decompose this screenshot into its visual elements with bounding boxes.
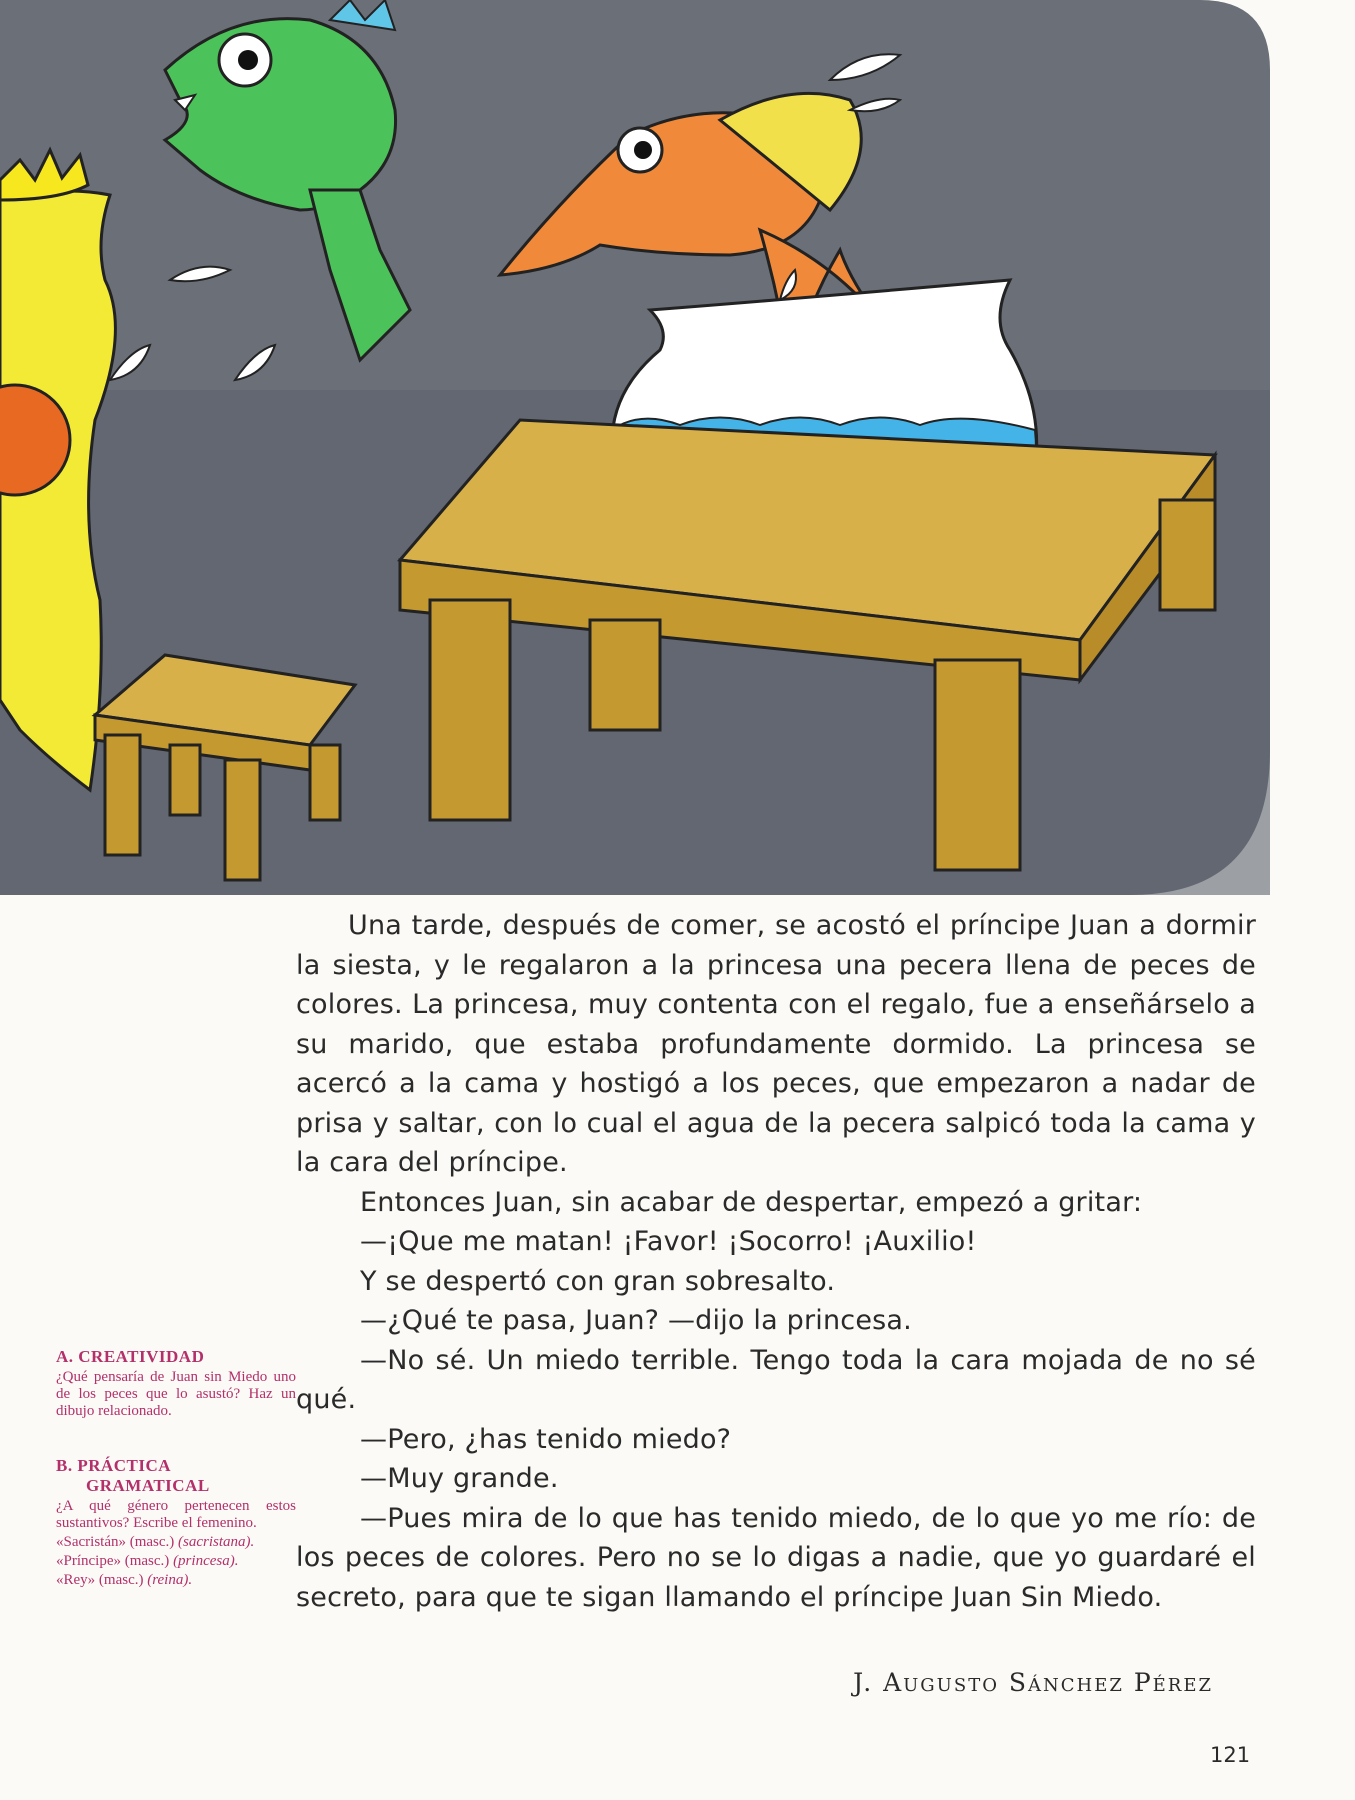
exercise-b-word: «Sacristán» (masc.) (56, 1534, 175, 1550)
page-number: 121 (1210, 1743, 1251, 1767)
story-paragraph: —Muy grande. (360, 1463, 559, 1494)
illustration (0, 0, 1275, 895)
exercise-b-text: ¿A qué género pertenecen estos sustantivos? Escribe el femenino. (56, 1498, 296, 1531)
story-paragraph: —No sé. Un miedo terrible. Tengo toda la cara mojada de no sé qué. (296, 1344, 1256, 1415)
story-text (296, 906, 1256, 1617)
exercise-b-word: «Príncipe» (masc.) (56, 1553, 170, 1569)
exercise-b-answer: (princesa). (173, 1553, 239, 1569)
story-paragraph: —¿Qué te pasa, Juan? —dijo la princesa. (360, 1305, 912, 1336)
exercise-b (56, 1456, 296, 1589)
exercise-b-item (56, 1572, 296, 1589)
exercise-b-item (56, 1553, 296, 1570)
exercise-b-word: «Rey» (masc.) (56, 1572, 144, 1588)
exercise-a-heading: A. CREATIVIDAD (56, 1347, 205, 1366)
story-paragraph: —Pero, ¿has tenido miedo? (360, 1423, 732, 1455)
exercise-b-heading-2: GRAMATICAL (86, 1476, 210, 1495)
exercise-b-answer: (reina). (147, 1572, 193, 1588)
story-paragraph: Entonces Juan, sin acabar de despertar, empezó a gritar: (360, 1186, 1143, 1218)
author-name: J. Augusto Sánchez Pérez (853, 1668, 1213, 1697)
story-paragraph: —Pues mira de lo que has tenido miedo, de lo que yo me río: de los peces de colores. Pero no se lo digas a nadie, que yo guardaré el secreto, para que te sigan llamando el príncipe Juan Sin Miedo. (296, 1502, 1256, 1613)
exercise-b-item (56, 1534, 296, 1551)
exercise-b-answer: (sacristana). (178, 1534, 255, 1550)
exercise-sidebar (56, 1347, 296, 1589)
exercise-b-heading: B. PRÁCTICA (56, 1456, 172, 1475)
exercise-a-text: ¿Qué pensaría de Juan sin Miedo uno de los peces que lo asustó? Haz un dibujo relacionado. (56, 1369, 296, 1419)
story-paragraph: —¡Que me matan! ¡Favor! ¡Socorro! ¡Auxilio! (360, 1226, 977, 1257)
exercise-a (56, 1347, 296, 1420)
story-paragraph: Y se despertó con gran sobresalto. (360, 1265, 836, 1297)
story-paragraph: Una tarde, después de comer, se acostó el príncipe Juan a dormir la siesta, y le regalaron a la princesa una pecera llena de peces de colores. La princesa, muy contenta con el regalo, fue a enseñárselo a su marido, que estaba profundamente dormido. La princesa se acercó a la cama y hostigó a los peces, que empezaron a nadar de prisa y saltar, con lo cual el agua de la pecera salpicó toda la cama y la cara del príncipe. (296, 910, 1256, 1178)
